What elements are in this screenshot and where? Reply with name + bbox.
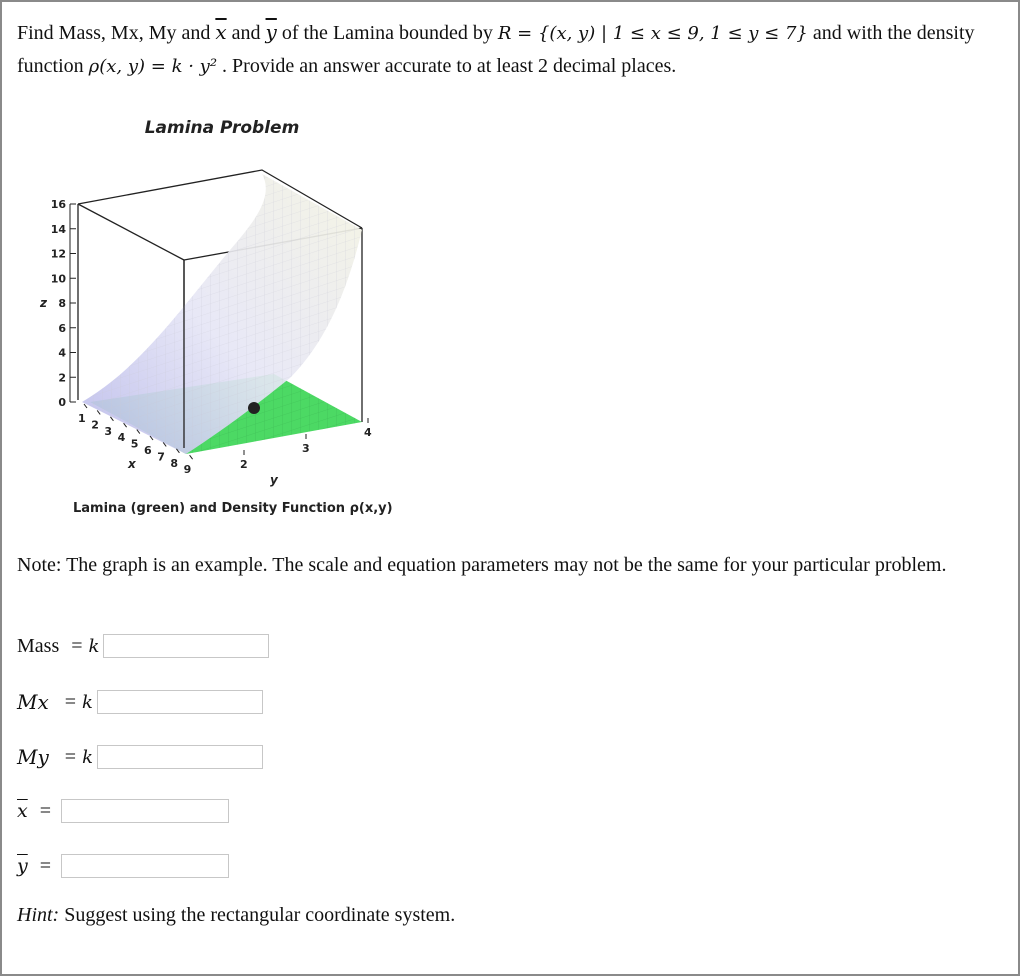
equals-sign: =: [64, 745, 77, 768]
equals-sign: =: [39, 799, 51, 822]
x-tick-label: 2: [91, 418, 99, 432]
answer-label-my: My: [17, 745, 49, 769]
mass-input[interactable]: [103, 634, 269, 658]
y-tick-label: 2: [240, 458, 248, 471]
lamina-plot: [30, 110, 410, 530]
answer-row-ybar: [17, 854, 229, 878]
centroid-marker: [248, 402, 260, 414]
y-tick-label: 3: [302, 442, 310, 455]
ybar-input[interactable]: [61, 854, 229, 878]
question-part: of the Lamina bounded by: [276, 22, 498, 44]
hint-text: [17, 904, 455, 927]
ybar-symbol: $\overline{y}$: [265, 20, 277, 44]
z-axis-label: z: [40, 296, 47, 310]
x-tick-label: 8: [170, 456, 179, 470]
figure-title: Lamina Problem: [144, 118, 300, 138]
answer-row-my: [17, 745, 263, 769]
x-tick-mark: [84, 404, 87, 408]
z-axis-ticks: [51, 198, 76, 409]
z-tick-label: 4: [58, 346, 66, 360]
xbar-symbol: $\overline{x}$: [215, 20, 227, 44]
answer-row-mx: [17, 690, 263, 714]
my-input[interactable]: [97, 745, 263, 769]
x-tick-mark: [97, 410, 100, 414]
answer-row-mass: [17, 634, 269, 658]
z-tick-label: 8: [58, 297, 66, 310]
answer-label-ybar: $\overline{y}$: [17, 855, 28, 877]
xbar-input[interactable]: [61, 799, 229, 823]
z-tick-label: 6: [58, 321, 66, 335]
x-tick-label: 3: [104, 424, 113, 438]
x-axis-label: x: [128, 457, 136, 471]
x-tick-label: 1: [78, 412, 86, 425]
mx-input[interactable]: [97, 690, 263, 714]
lamina-figure: [30, 110, 410, 530]
question-part: and: [226, 22, 266, 44]
density-function: ρ(x, y) = k · y²: [88, 56, 218, 77]
x-tick-mark: [190, 455, 193, 459]
answer-row-xbar: [17, 799, 229, 823]
z-tick-label: 16: [50, 198, 66, 211]
question-text: [17, 16, 1007, 83]
coefficient-k: k: [82, 746, 93, 768]
z-tick-label: 0: [58, 396, 66, 409]
answer-label-mx: Mx: [17, 690, 49, 714]
z-tick-label: 10: [50, 272, 66, 286]
equals-sign: =: [39, 854, 52, 877]
figure-caption: Lamina (green) and Density Function ρ(x,y): [73, 501, 393, 516]
answer-label-xbar: $\overline{x}$: [17, 800, 28, 822]
answer-label-mass: Mass: [17, 634, 60, 657]
region-definition: R = {(x, y) | 1 ≤ x ≤ 9, 1 ≤ y ≤ 7}: [497, 23, 808, 44]
y-tick-label: 4: [364, 426, 372, 439]
y-axis-label: y: [270, 473, 278, 487]
coefficient-k: k: [88, 635, 100, 657]
equals-sign: =: [64, 690, 77, 713]
hint-label: Hint:: [17, 904, 60, 926]
coefficient-k: k: [82, 691, 93, 713]
z-tick-label: 12: [50, 247, 66, 261]
question-part: Find Mass, Mx, My and: [17, 22, 216, 44]
question-part: and with the density function: [17, 22, 975, 77]
equals-sign: =: [71, 634, 83, 657]
note-text: Note: The graph is an example. The scale and equation parameters may not be the same for your particular problem.: [17, 554, 947, 576]
x-tick-label: 5: [130, 437, 139, 451]
x-tick-label: 7: [157, 450, 165, 464]
x-tick-label: 6: [144, 444, 152, 457]
hint-body: Suggest using the rectangular coordinate system.: [59, 904, 456, 926]
x-tick-label: 9: [183, 463, 192, 477]
z-tick-label: 2: [58, 371, 66, 385]
z-tick-label: 14: [50, 222, 66, 236]
question-part: . Provide an answer accurate to at least 2 decimal places.: [217, 55, 677, 77]
x-tick-label: 4: [117, 431, 126, 445]
